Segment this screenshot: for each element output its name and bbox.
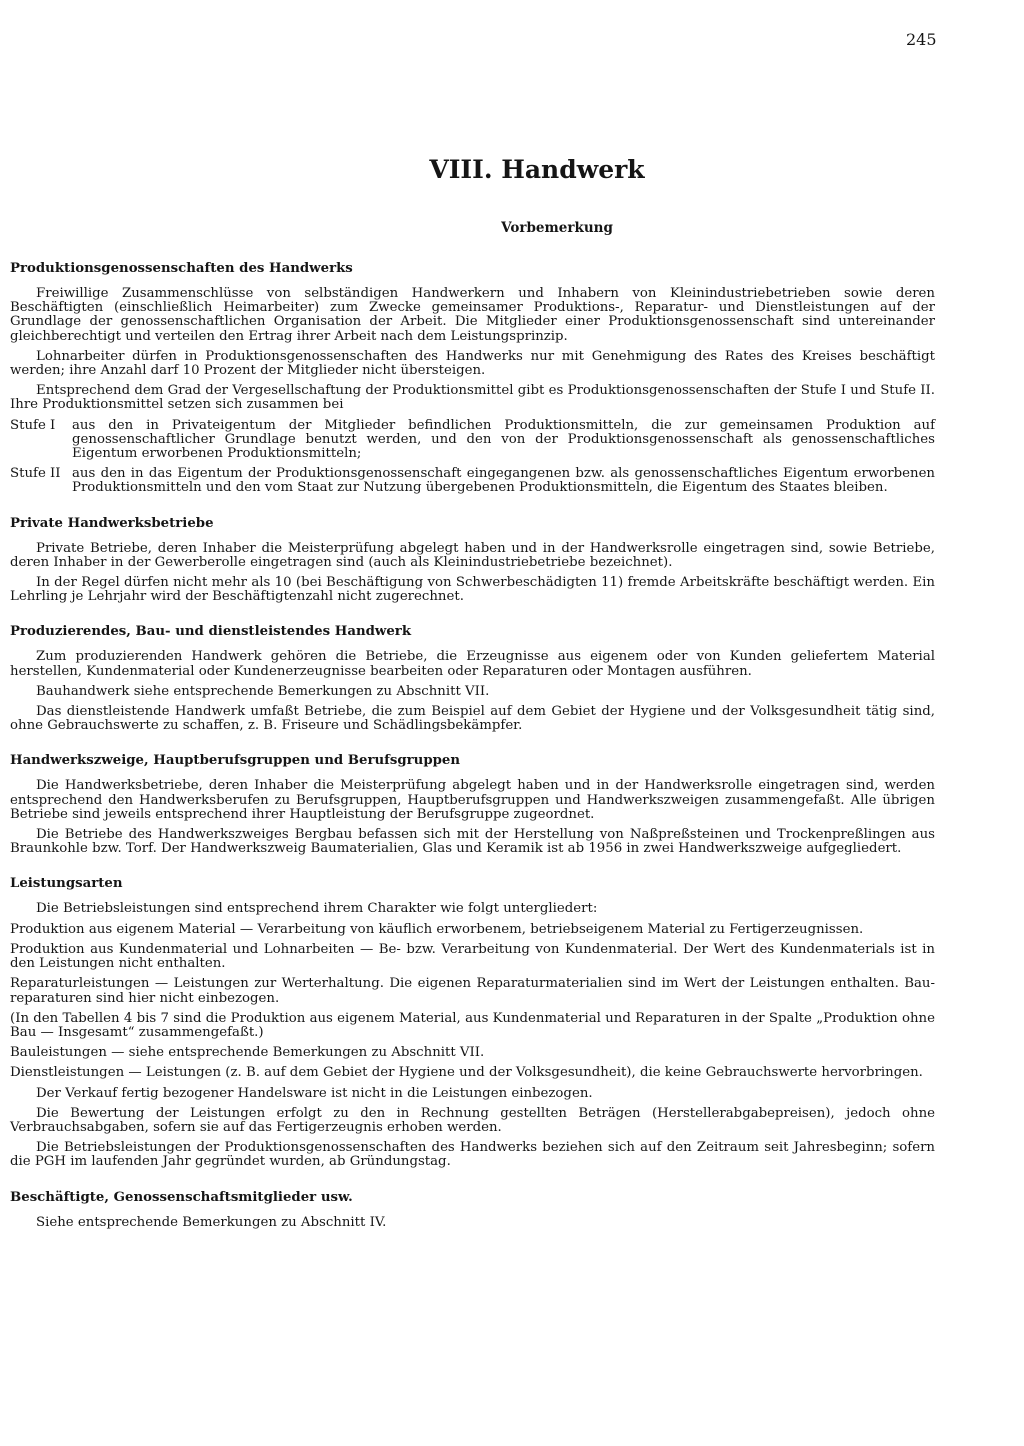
paragraph: Produktion aus Kundenmaterial und Lohnarbeiten — Be- bzw. Verarbeitung von Kundenmaterial. Der Wert des Kundenmaterials ist in den Leistungen nicht enthalten.: [10, 941, 935, 972]
paragraph: Das dienstleistende Handwerk umfaßt Betriebe, die zum Beispiel auf dem Gebiet der Hygiene und der Volksgesundheit tätig sind, ohne Gebrauchswerte zu schaffen, z. B. Friseure und Schädlingsbekämpfer.: [10, 704, 935, 734]
paragraph: Siehe entsprechende Bemerkungen zu Abschnitt IV.: [36, 1214, 387, 1230]
section-zweige: [10, 753, 935, 856]
stufe-text: aus den in Privateigentum der Mitglieder befindlichen Produktionsmitteln, die zur gemeinsamen Produktion auf genossenschaftlicher Grundlage benutzt werden, und den von der Produktionsgenossenschaft als genossenschaftliches Eigentum erworbenen Produktionsmitteln;: [72, 417, 935, 462]
paragraph: (In den Tabellen 4 bis 7 sind die Produktion aus eigenem Material, aus Kundenmaterial und Reparaturen in der Spalte „Produktion ohne Bau — Insgesamt“ zusammengefaßt.): [10, 1010, 935, 1040]
paragraph: In der Regel dürfen nicht mehr als 10 (bei Beschäftigung von Schwerbeschädigten 11) fremde Arbeitskräfte beschäftigt werden. Ein Lehrling je Lehrjahr wird der Beschäftigtenzahl nicht zugerechnet.: [10, 575, 935, 605]
stufe-text: aus den in das Eigentum der Produktionsgenossenschaft eingegangenen bzw. als genossenschaftliches Eigentum erworbenen Produktionsmitteln und den vom Staat zur Nutzung übergebenen Produktionsmitteln, die Eigentum des Staates bleiben.: [72, 466, 935, 496]
paragraph: Dienstleistungen — Leistungen (z. B. auf dem Gebiet der Hygiene und der Volksgesundheit), die keine Gebrauchswerte hervorbringen.: [10, 1065, 923, 1081]
paragraph: Die Handwerksbetriebe, deren Inhaber die Meisterprüfung abgelegt haben und in der Handwerksrolle eingetragen sind, werden entsprechend den Handwerksberufen zu Berufsgruppen, Hauptberufsgruppen und Handwerkszweigen zusammengefaßt. Alle übrigen Betriebe sind jeweils entsprechend ihrer Hauptleistung der Berufsgruppe zugeordnet.: [10, 778, 935, 822]
stufe-label: Stufe II: [10, 466, 61, 482]
paragraph: Der Verkauf fertig bezogener Handelsware ist nicht in die Leistungen einbezogen.: [36, 1085, 593, 1101]
page-number: 245: [906, 30, 937, 49]
stufe-item: [10, 419, 935, 462]
section-private: [10, 516, 935, 605]
stufe-item: [10, 467, 935, 495]
section-beschaeftigte: [10, 1190, 935, 1230]
section-heading: Produktionsgenossenschaften des Handwerks: [10, 261, 353, 276]
section-leistungsarten: [10, 876, 935, 1169]
paragraph: Die Betriebe des Handwerkszweiges Bergbau befassen sich mit der Herstellung von Naßpreßsteinen und Trockenpreßlingen aus Braunkohle bzw. Torf. Der Handwerkszweig Baumaterialien, Glas und Keramik ist ab 1956 in zwei Handwerkszweige aufgegliedert.: [10, 827, 935, 857]
section-heading: Leistungsarten: [10, 876, 123, 892]
paragraph: Zum produzierenden Handwerk gehören die Betriebe, die Erzeugnisse aus eigenem oder von Kunden geliefertem Material herstellen, Kundenmaterial oder Kundenerzeugnisse bearbeiten oder Reparaturen oder Montagen ausführen.: [10, 649, 935, 679]
paragraph: Die Betriebsleistungen der Produktionsgenossenschaften des Handwerks beziehen sich auf den Zeitraum seit Jahresbeginn; sofern die PGH im laufenden Jahr gegründet wurden, ab Gründungstag.: [10, 1140, 935, 1170]
paragraph: Die Bewertung der Leistungen erfolgt zu den in Rechnung gestellten Beträgen (Herstellerabgabepreisen), jedoch ohne Verbrauchsabgaben, sofern sie auf das Fertigerzeugnis erhoben werden.: [10, 1105, 935, 1135]
chapter-title: VIII. Handwerk: [429, 155, 645, 184]
paragraph: Entsprechend dem Grad der Vergesellschaftung der Produktionsmittel gibt es Produktionsgenossenschaften der Stufe I und Stufe II. Ihre Produktionsmittel setzen sich zusammen bei: [10, 383, 935, 413]
chapter-subtitle: Vorbemerkung: [501, 220, 613, 236]
section-pgh: [10, 261, 935, 496]
section-produzierend: [10, 624, 935, 733]
paragraph: Bauleistungen — siehe entsprechende Bemerkungen zu Abschnitt VII.: [10, 1045, 485, 1061]
section-heading: Private Handwerksbetriebe: [10, 515, 214, 531]
document-body: [10, 261, 935, 1250]
paragraph: Die Betriebsleistungen sind entsprechend ihrem Charakter wie folgt untergliedert:: [36, 901, 598, 917]
paragraph: Bauhandwerk siehe entsprechende Bemerkungen zu Abschnitt VII.: [36, 683, 490, 699]
section-heading: Handwerkszweige, Hauptberufsgruppen und Berufsgruppen: [10, 753, 461, 769]
paragraph: Reparaturleistungen — Leistungen zur Werterhaltung. Die eigenen Reparaturmaterialien sind im Wert der Leistungen enthalten. Baureparaturen sind hier nicht einbezogen.: [10, 976, 935, 1006]
paragraph: Private Betriebe, deren Inhaber die Meisterprüfung abgelegt haben und in der Handwerksrolle eingetragen sind, sowie Betriebe, deren Inhaber in der Gewerberolle eingetragen sind (auch als Kleinindustriebetriebe bezeichnet).: [10, 540, 935, 570]
section-heading: Beschäftigte, Genossenschaftsmitglieder usw.: [10, 1189, 353, 1205]
paragraph: Produktion aus eigenem Material — Verarbeitung von käuflich erworbenem, betriebseigenem Material zu Fertigerzeugnissen.: [10, 921, 864, 937]
paragraph: Lohnarbeiter dürfen in Produktionsgenossenschaften des Handwerks nur mit Genehmigung des Rates des Kreises beschäftigt werden; ihre Anzahl darf 10 Prozent der Mitglieder nicht übersteigen.: [10, 348, 935, 379]
paragraph: Freiwillige Zusammenschlüsse von selbständigen Handwerkern und Inhabern von Kleinindustriebetrieben sowie deren Beschäftigten (einschließlich Heimarbeiter) zum Zwecke gemeinsamer Produktions-, Reparatur- und Dienstleistungen auf der Grundlage der genossenschaftlichen Organisation der Arbeit. Die Mitglieder einer Produktionsgenossenschaft sind untereinander gleichberechtigt und verteilen den Ertrag ihrer Arbeit nach dem Leistungsprinzip.: [10, 286, 935, 344]
section-heading: Produzierendes, Bau- und dienstleistendes Handwerk: [10, 624, 412, 640]
stufe-label: Stufe I: [10, 417, 56, 433]
